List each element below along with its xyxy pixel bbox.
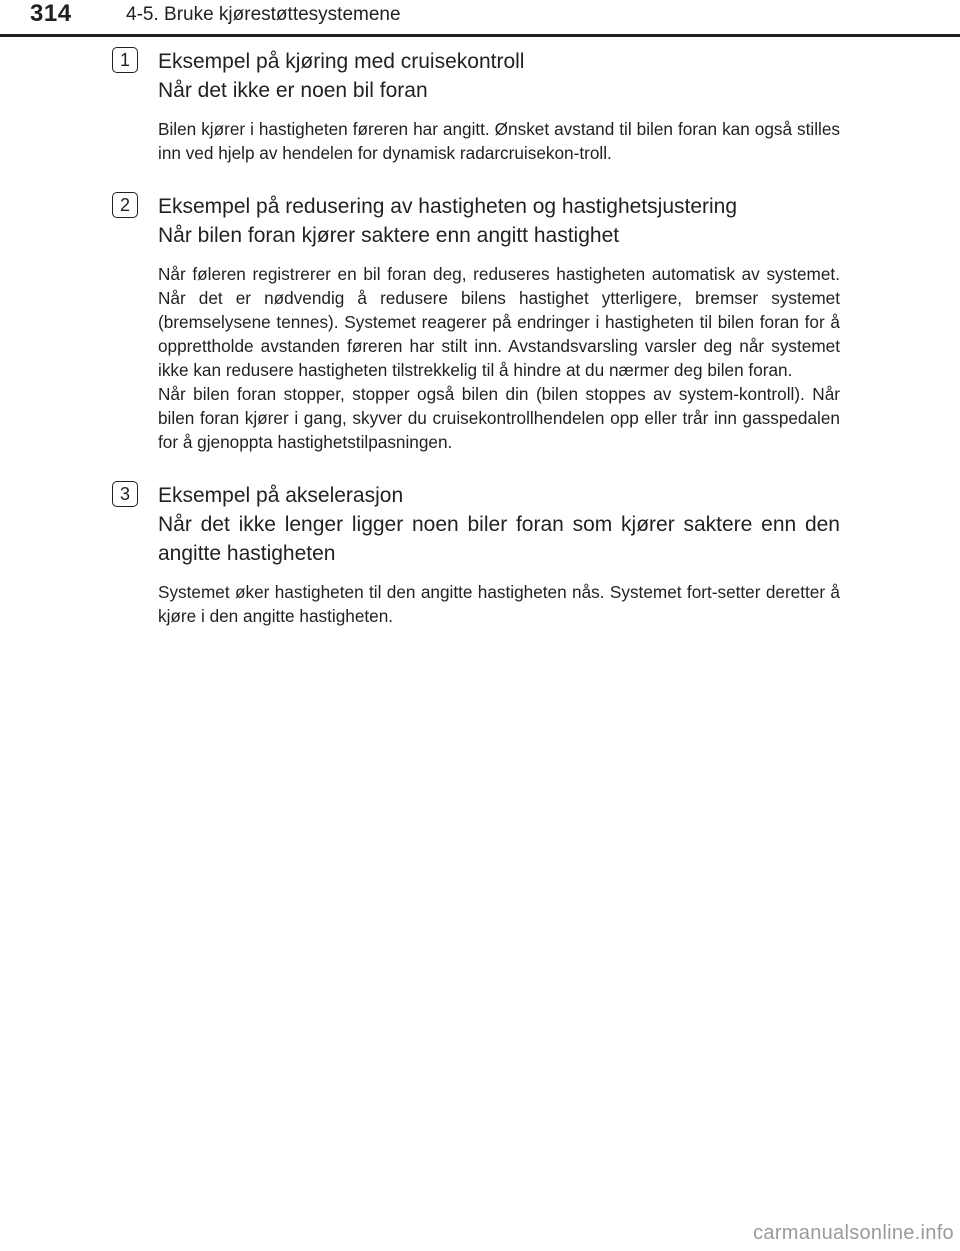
page-number: 314	[30, 0, 72, 27]
body-paragraph: Bilen kjører i hastigheten føreren har angitt. Ønsket avstand til bilen foran kan også stilles inn ved hjelp av hendelen for dynamisk radarcruisekon-troll.	[158, 119, 840, 163]
example-body	[158, 262, 840, 454]
example-subheading: Når det ikke lenger ligger noen biler foran som kjører saktere enn den angitte hastigheten	[158, 513, 840, 565]
body-paragraph: Systemet øker hastigheten til den angitte hastigheten nås. Systemet fort-setter deretter å kjøre i den angitte hastigheten.	[158, 582, 840, 626]
example-heading: Eksempel på redusering av hastigheten og hastighetsjustering	[158, 195, 738, 218]
example-item-3	[112, 481, 840, 628]
example-subheading: Når bilen foran kjører saktere enn angitt hastighet	[158, 224, 620, 247]
example-subheading: Når det ikke er noen bil foran	[158, 79, 428, 102]
example-body	[158, 580, 840, 628]
example-item-1	[112, 47, 840, 165]
step-number-badge: 2	[112, 192, 138, 218]
body-paragraph: Når bilen foran stopper, stopper også bilen din (bilen stoppes av system-kontroll). Når bilen foran kjører i gang, skyver du cruisekontrollhendelen opp eller trår inn gasspedalen for å gjenoppta hastighetstilpasningen.	[158, 384, 840, 452]
header-divider	[0, 34, 960, 37]
example-body	[158, 117, 840, 165]
step-number-badge: 1	[112, 47, 138, 73]
example-heading: Eksempel på akselerasjon	[158, 484, 404, 507]
body-paragraph: Når føleren registrerer en bil foran deg, reduseres hastigheten automatisk av systemet. Når det er nødvendig å redusere bilens hastighet ytterligere, bremser systemet (bremselysene tennes). Systemet reagerer på endringer i hastigheten til bilen foran for å opprettholde avstanden føreren har stilt inn. Avstandsvarsling varsler deg når systemet ikke kan redusere hastigheten tilstrekkelig til å hindre at du nærmer deg bilen foran.	[158, 264, 840, 380]
example-item-2	[112, 192, 840, 454]
step-number-badge: 3	[112, 481, 138, 507]
watermark: carmanualsonline.info	[753, 1222, 954, 1244]
example-heading: Eksempel på kjøring med cruisekontroll	[158, 50, 525, 73]
section-title: 4-5. Bruke kjørestøttesystemene	[126, 4, 401, 25]
